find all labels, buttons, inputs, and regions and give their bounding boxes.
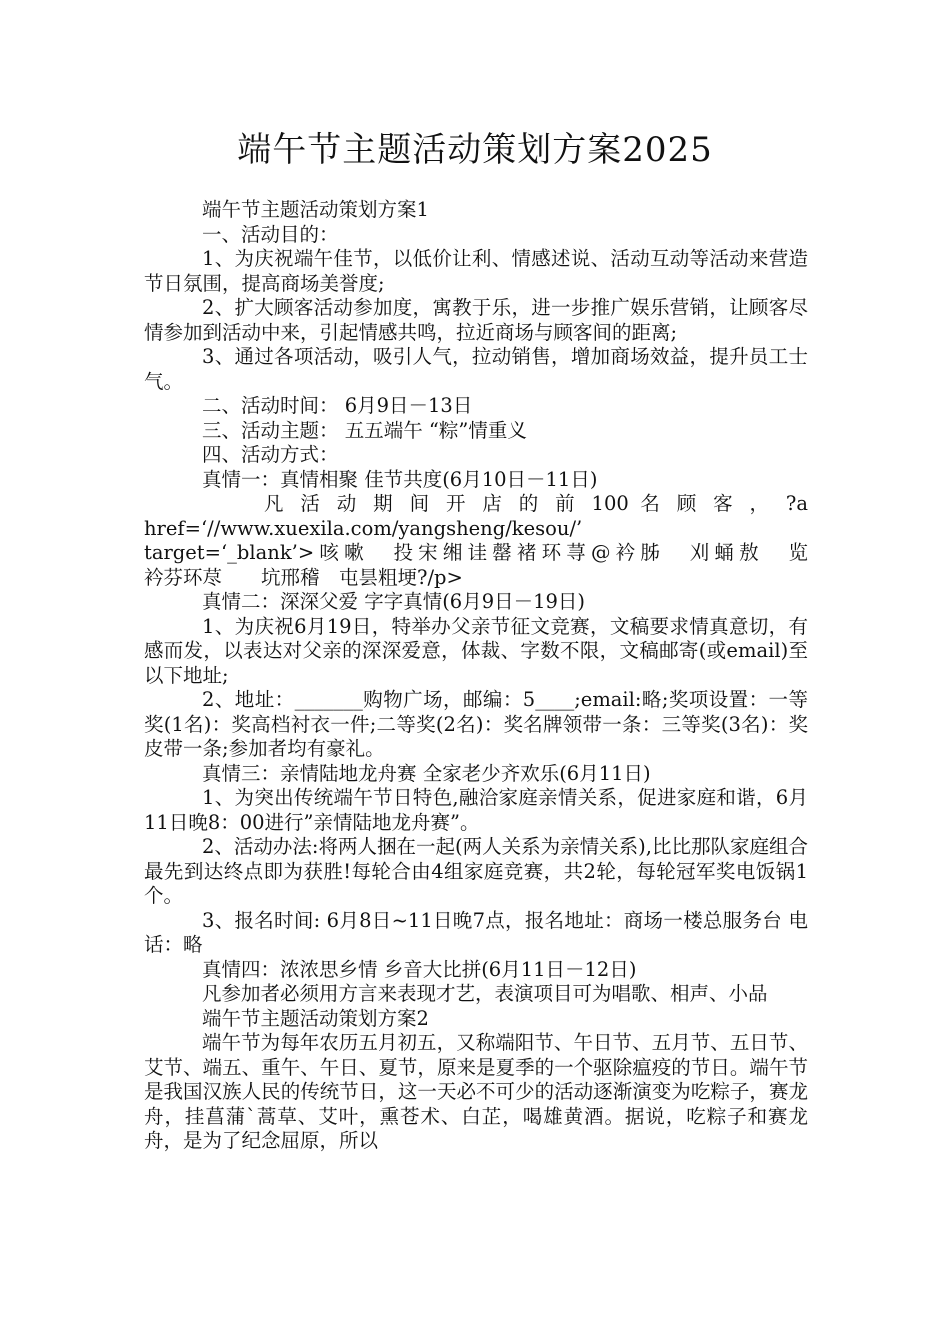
goal-3: 3、通过各项活动，吸引人气，拉动销售，增加商场效益，提升员工士气。 (144, 345, 808, 393)
part3-item-1: 1、为突出传统端午节日特色,融洽家庭亲情关系，促进家庭和谐，6月11日晚8：00进行”亲情陆地龙舟赛”。 (144, 786, 808, 834)
section4-title: 四、活动方式： (202, 443, 339, 466)
part3-title: 真情三：亲情陆地龙舟赛 全家老少齐欢乐(6月11日) (202, 761, 651, 785)
plan1-heading: 端午节主题活动策划方案1 (202, 198, 429, 221)
part2-title: 真情二：深深父爱 字字真情(6月9日－19日) (202, 590, 586, 613)
section3-theme: 三、活动主题： 五五端午 “粽”情重义 (202, 418, 527, 442)
part3-item-3: 3、报名时间: 6月8日~11日晚7点，报名地址：商场一楼总服务台 电话：略 (144, 908, 808, 956)
section2-time: 二、活动时间： 6月9日－13日 (202, 394, 473, 417)
part1-line-4: 衿芬环荩 坑邢稽 屯昙粗埂?/p> (144, 565, 463, 589)
document-title: 端午节主题活动策划方案2025 (237, 130, 713, 170)
goal-1: 1、为庆祝端午佳节，以低价让利、情感述说、活动互动等活动来营造节日氛围，提高商场美誉度; (144, 247, 808, 295)
part1-line-2: href=‘//www.xuexila.com/yangsheng/kesou/’ (144, 516, 583, 540)
part1-title: 真情一：真情相聚 佳节共度(6月10日－11日) (202, 467, 598, 491)
document-body (144, 198, 808, 1154)
part3-item-2: 2、活动办法:将两人捆在一起(两人关系为亲情关系),比比那队家庭组合最先到达终点即为获胜!每轮合由4组家庭竞赛，共2轮，每轮冠军奖电饭锅1个。 (144, 835, 808, 907)
plan2-heading: 端午节主题活动策划方案2 (202, 1006, 429, 1030)
part4-title: 真情四：浓浓思乡情 乡音大比拼(6月11日－12日) (202, 957, 637, 981)
plan2-paragraph-1: 端午节为每年农历五月初五，又称端阳节、午日节、五月节、五日节、艾节、端五、重午、午日、夏节，原来是夏季的一个驱除瘟疫的节日。端午节是我国汉族人民的传统节日，这一天必不可少的活动逐渐演变为吃粽子，赛龙舟，挂菖蒲`蒿草、艾叶，熏苍术、白芷，喝雄黄酒。据说，吃粽子和赛龙舟，是为了纪念屈原，所以 (144, 1031, 808, 1152)
goal-2: 2、扩大顾客活动参加度，寓教于乐，进一步推广娱乐营销，让顾客尽情参加到活动中来，引起情感共鸣，拉近商场与顾客间的距离; (144, 296, 808, 344)
part1-line-3: target=‘_blank’>咳嗽 投宋缃诖罄褚环荨@衿胏 刈蛹敖 览 (144, 541, 808, 564)
section1-title: 一、活动目的： (202, 222, 339, 246)
part2-item-2: 2、地址：_______购物广场，邮编：5____;email:略;奖项设置：一等奖(1名)：奖高档衬衣一件;二等奖(2名)：奖名牌领带一条：三等奖(3名)：奖皮带一条;参加者均有豪礼。 (144, 688, 808, 760)
part1-line-1: 凡 活 动 期 间 开 店 的 前 100 名 顾 客 ， ?a (264, 492, 808, 515)
part4-item-1: 凡参加者必须用方言来表现才艺，表演项目可为唱歌、相声、小品 (202, 982, 768, 1005)
part2-item-1: 1、为庆祝6月19日，特举办父亲节征文竞赛，文稿要求情真意切，有感而发，以表达对父亲的深深爱意，体裁、字数不限，文稿邮寄(或email)至以下地址; (144, 614, 808, 687)
